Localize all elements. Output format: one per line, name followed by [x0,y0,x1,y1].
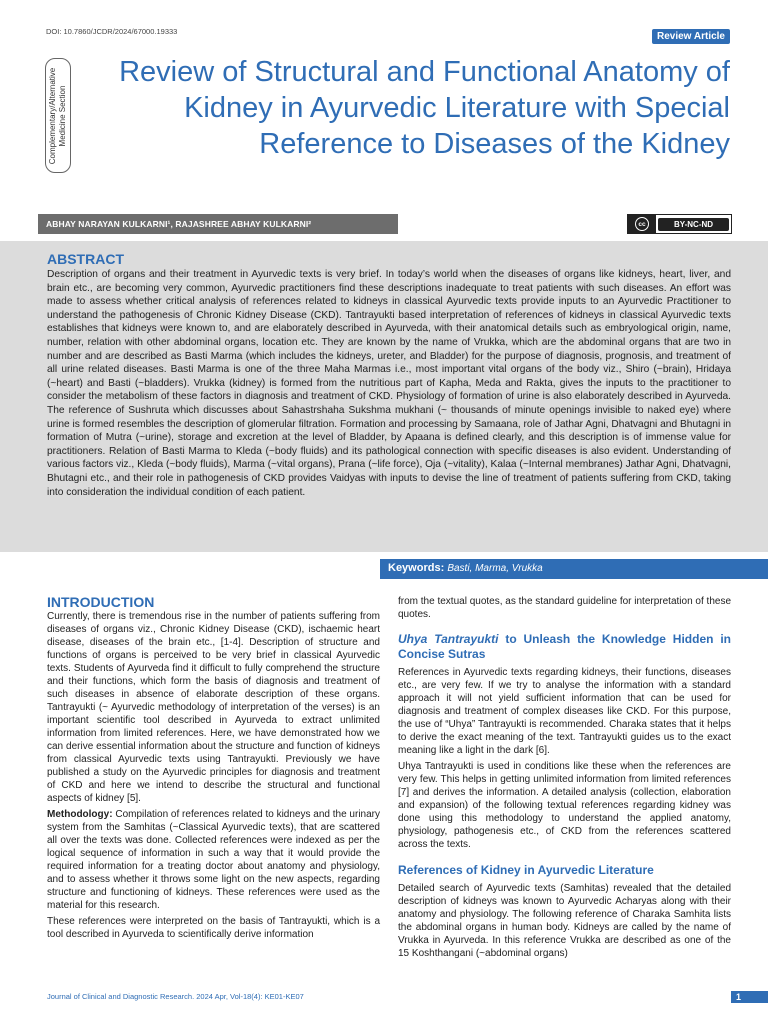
methodology-label: Methodology: [47,809,113,820]
keywords-bar [380,559,768,579]
doi-text: DOI: 10.7860/JCDR/2024/67000.19333 [46,27,178,36]
section-label-line1: Complementary/Alternative [48,67,57,165]
intro-paragraph-3: These references were interpreted on the basis of Tantrayukti, which is a tool described in Ayurveda to scientifically derive information [47,916,380,940]
right-paragraph-0: from the textual quotes, as the standard guideline for interpretation of these quotes. [398,596,731,620]
right-paragraph-2: Uhya Tantrayukti is used in conditions like these when the references are very few. This helps in getting unlimited information from limited references [7] and derives the information. A detailed analysis (collection, elaboration and expansion) of the following textual references regarding kidney was done using this methodology to understand the applied anatomy, physiology, pathogenesis etc., of CKD from the references scattered across the texts. [398,761,731,850]
right-paragraph-3: Detailed search of Ayurvedic texts (Samhitas) revealed that the detailed description of kidneys was known to Ayurvedic Acharyas along with their anatomy and physiology. The following reference of Charaka Samhita lists the abdominal organs in human body. Kidneys are called by the name of Vrukka in Ayurveda. In this reference Vrukka are described as one of the 15 Koshthangani (~abdominal organs) [398,883,731,959]
cc-logo-icon: cc [628,215,656,233]
right-paragraph-1: References in Ayurvedic texts regarding kidneys, their functions, diseases etc., are very few. If we try to analyse the information with a standard approach it will not yield sufficient information that can be used for diagnosis and treatment of complex diseases like CKD. For this purpose, the use of “Uhya” Tantrayukti is recommended. Charaka states that it helps to derive the exact meaning of the text. Tantrayukti guides us to the exact meaning like a light in the dark [6]. [398,667,731,756]
subheading-references: References of Kidney in Ayurvedic Literature [398,863,654,877]
license-text: BY-NC-ND [658,218,729,231]
author-bar: ABHAY NARAYAN KULKARNI¹, RAJASHREE ABHAY KULKARNI² [38,214,398,234]
right-column [398,595,731,963]
subheading-uhya: Uhya Tantrayukti to Unleash the Knowledge Hidden in Concise Sutras [398,632,731,661]
section-label [48,68,68,164]
intro-paragraph-1: Currently, there is tremendous rise in the number of patients suffering from diseases of organs viz., Chronic Kidney Disease (CKD), ischaemic heart disease, diseases of the brain etc., [1-4]. Description of structure and functions of organs is perceived to be very brief in classical Ayurvedic texts. Students of Ayurveda find it difficult to fully comprehend the structure and their functions, which form the basis of diagnosis and treatment of such diseases in absence of elaborate description of these organs. Tantrayukti (~ Ayurvedic methodology of interpretation of the verses) is an important scientific tool described in Ayurveda to extract unlimited information from limited references. Here, we have demonstrated how we can derive essential information about the structure and function of kidneys from classical Ayurvedic texts using Tantrayukti. Previously we have published a study on the Ayurvedic principles for diagnosis and treatment of CKD and here we intend to describe the structural and functional aspects of kidney [5]. [47,611,380,804]
introduction-heading: INTRODUCTION [47,594,155,610]
footer-citation: Journal of Clinical and Diagnostic Research. 2024 Apr, Vol-18(4): KE01-KE07 [47,992,304,1001]
license-badge[interactable] [627,214,732,234]
abstract-text: Description of organs and their treatment in Ayurvedic texts is very brief. In today’s world when the diseases of organs like kidneys, heart, liver, and brain etc., are becoming very common, Ayurvedic practitioners find these descriptions inadequate to treat patients with such diseases. An effort was made to assess whether critical analysis of references related to kidneys in classical Ayurvedic texts provide inputs to an Ayurvedic Practitioner to understand the pathogenesis of Chronic Kidney Disease (CKD). Tantrayukti based interpretation of references of kidneys in classical Ayurvedic texts establishes that kidneys were known to, and are elaborately described in Ayurveda, with their anatomical details such as embryological origin, name, number, relation with other abdominal organs, location etc. They are known by the name of Vrukka, which are the abdominal organs that are two in number and are described as Basti Marma (which includes the kidneys, ureter, and Bladder) for the purpose of diagnosis, prognosis, and treatment of all urine related diseases. Basti Marma is one of the three Maha Marmas i.e., most important vital organs of the body viz., Shiro (~brain), Hridaya (~heart) and Basti (~bladders). Vrukka (kidney) is formed from the nutritious part of Kapha, Meda and Rakta, gives the inputs to the practitioner to consider the metabolism of these factors in diagnosis and treatment of CKD. Physiology of formation of urine is also elaborately described in Ayurveda. The reference of Sushruta which discusses about Sahastrshaha Sukshma mukhani (~ thousands of minute openings invisible to naked eye) where urine is formed resembles the description of glomerular filtration. Formation and processing by Samaana, role of Jathar Agni, Dhatvagni and Bhutagni in formation of Mutra (~urine), storage and excretion at the level of Bladder, by Apaana is defined clearly, and this description is of immense value for practitioners. Relation of Basti Marma to Kleda (~body fluids) and its pathological connection with specific diseases is also evident. Understanding of various factors viz., Kleda (~body fluids), Marma (~vital organs), Prana (~life force), Oja (~vitality), Kalaa (~Internal membranes) Jathar Agni, Dhatvagni, Bhutagni etc., and their role in pathogenesis of CKD provides Vaidyas with inputs to devise the line of treatment of patients suffering from CKD, taking into consideration the individual condition of each patient. [47,269,731,498]
abstract-heading: ABSTRACT [47,251,124,267]
keywords-values: Basti, Marma, Vrukka [447,563,543,574]
article-type-badge: Review Article [652,29,730,44]
left-column [47,610,380,944]
section-label-line2: Medicine Section [58,85,67,147]
article-title: Review of Structural and Functional Anatomy of Kidney in Ayurvedic Literature with Special Reference to Diseases of the Kidney [119,56,730,160]
intro-paragraph-2: Methodology: Compilation of references related to kidneys and the urinary system from the Samhitas (~Classical Ayurvedic texts), that are scattered all over the texts was done. Collected references were indexed as per the logical sequence of information in such a way that it would provide the required information for a treating doctor about anatomy and physiology, and to assess whether it throws some light on the new aspects, regarding structure and functioning of kidneys. These references were used as the material for this research. [47,809,381,911]
keywords-label: Keywords: [388,562,445,574]
page-number: 1 [731,991,768,1003]
